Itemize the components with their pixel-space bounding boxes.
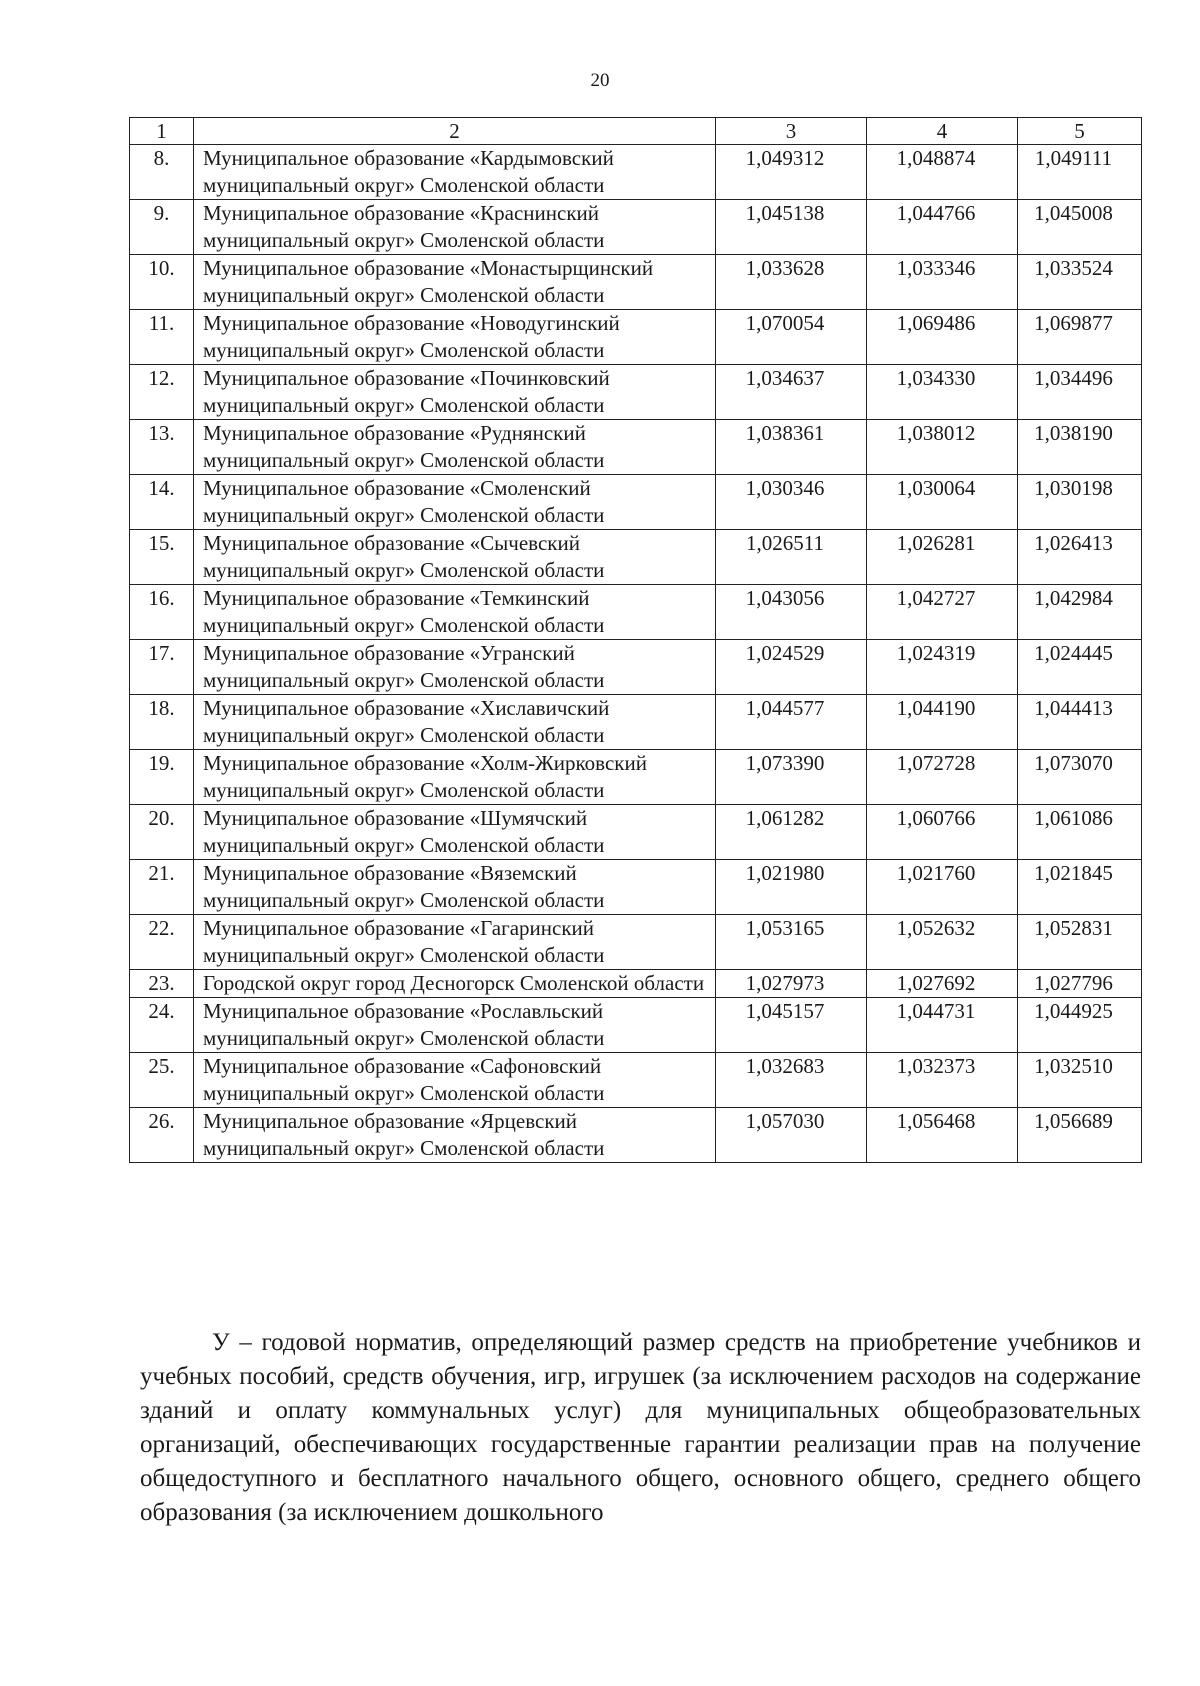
value-col-3: 1,034637 (716, 365, 867, 420)
coefficients-table (129, 117, 1142, 1163)
value-col-3: 1,044577 (716, 695, 867, 750)
row-number: 19. (130, 750, 194, 805)
table-row (130, 585, 1142, 640)
value-col-5: 1,049111 (1018, 145, 1142, 200)
value-col-4: 1,034330 (867, 365, 1018, 420)
value-col-4: 1,072728 (867, 750, 1018, 805)
row-number: 15. (130, 530, 194, 585)
row-number: 11. (130, 310, 194, 365)
value-col-4: 1,033346 (867, 255, 1018, 310)
value-col-5: 1,038190 (1018, 420, 1142, 475)
value-col-3: 1,038361 (716, 420, 867, 475)
header-row (130, 118, 1142, 145)
table-row (130, 365, 1142, 420)
table-row (130, 200, 1142, 255)
row-number: 13. (130, 420, 194, 475)
value-col-4: 1,044190 (867, 695, 1018, 750)
table-row (130, 255, 1142, 310)
table-body (130, 145, 1142, 1163)
municipality-name: Муниципальное образование «Хиславичский муниципальный округ» Смоленской области (194, 695, 716, 750)
municipality-name: Муниципальное образование «Угранский муниципальный округ» Смоленской области (194, 640, 716, 695)
value-col-4: 1,060766 (867, 805, 1018, 860)
municipality-name: Муниципальное образование «Ярцевский муниципальный округ» Смоленской области (194, 1108, 716, 1163)
header-col-2: 2 (194, 118, 716, 145)
value-col-5: 1,024445 (1018, 640, 1142, 695)
row-number: 8. (130, 145, 194, 200)
value-col-4: 1,024319 (867, 640, 1018, 695)
value-col-4: 1,026281 (867, 530, 1018, 585)
value-col-3: 1,070054 (716, 310, 867, 365)
header-col-4: 4 (867, 118, 1018, 145)
value-col-5: 1,021845 (1018, 860, 1142, 915)
municipality-name: Муниципальное образование «Краснинский муниципальный округ» Смоленской области (194, 200, 716, 255)
municipality-name: Муниципальное образование «Сычевский муниципальный округ» Смоленской области (194, 530, 716, 585)
municipality-name: Муниципальное образование «Рославльский муниципальный округ» Смоленской области (194, 998, 716, 1053)
value-col-4: 1,030064 (867, 475, 1018, 530)
table-row (130, 805, 1142, 860)
value-col-3: 1,053165 (716, 915, 867, 970)
value-col-5: 1,061086 (1018, 805, 1142, 860)
municipality-name: Муниципальное образование «Смоленский муниципальный округ» Смоленской области (194, 475, 716, 530)
value-col-3: 1,033628 (716, 255, 867, 310)
row-number: 17. (130, 640, 194, 695)
row-number: 18. (130, 695, 194, 750)
value-col-5: 1,026413 (1018, 530, 1142, 585)
table-row (130, 970, 1142, 998)
value-col-4: 1,048874 (867, 145, 1018, 200)
row-number: 20. (130, 805, 194, 860)
row-number: 25. (130, 1053, 194, 1108)
value-col-3: 1,032683 (716, 1053, 867, 1108)
value-col-5: 1,044925 (1018, 998, 1142, 1053)
value-col-5: 1,044413 (1018, 695, 1142, 750)
value-col-5: 1,073070 (1018, 750, 1142, 805)
row-number: 22. (130, 915, 194, 970)
value-col-3: 1,049312 (716, 145, 867, 200)
row-number: 9. (130, 200, 194, 255)
row-number: 24. (130, 998, 194, 1053)
value-col-5: 1,034496 (1018, 365, 1142, 420)
value-col-3: 1,021980 (716, 860, 867, 915)
table-row (130, 530, 1142, 585)
header-col-5: 5 (1018, 118, 1142, 145)
value-col-3: 1,027973 (716, 970, 867, 998)
municipality-name: Муниципальное образование «Руднянский муниципальный округ» Смоленской области (194, 420, 716, 475)
row-number: 10. (130, 255, 194, 310)
municipality-name: Муниципальное образование «Вяземский муниципальный округ» Смоленской области (194, 860, 716, 915)
value-col-5: 1,027796 (1018, 970, 1142, 998)
municipality-name: Муниципальное образование «Сафоновский муниципальный округ» Смоленской области (194, 1053, 716, 1108)
value-col-5: 1,042984 (1018, 585, 1142, 640)
value-col-5: 1,033524 (1018, 255, 1142, 310)
value-col-4: 1,038012 (867, 420, 1018, 475)
value-col-4: 1,027692 (867, 970, 1018, 998)
municipality-name: Муниципальное образование «Холм-Жирковский муниципальный округ» Смоленской области (194, 750, 716, 805)
value-col-5: 1,030198 (1018, 475, 1142, 530)
table-row (130, 310, 1142, 365)
row-number: 12. (130, 365, 194, 420)
municipality-name: Муниципальное образование «Кардымовский муниципальный округ» Смоленской области (194, 145, 716, 200)
value-col-3: 1,061282 (716, 805, 867, 860)
value-col-3: 1,030346 (716, 475, 867, 530)
row-number: 14. (130, 475, 194, 530)
value-col-3: 1,073390 (716, 750, 867, 805)
value-col-4: 1,044731 (867, 998, 1018, 1053)
value-col-3: 1,045138 (716, 200, 867, 255)
value-col-3: 1,057030 (716, 1108, 867, 1163)
value-col-3: 1,026511 (716, 530, 867, 585)
value-col-4: 1,021760 (867, 860, 1018, 915)
table-row (130, 695, 1142, 750)
value-col-5: 1,056689 (1018, 1108, 1142, 1163)
table-row (130, 750, 1142, 805)
table-row (130, 1108, 1142, 1163)
value-col-4: 1,044766 (867, 200, 1018, 255)
municipality-name: Муниципальное образование «Темкинский муниципальный округ» Смоленской области (194, 585, 716, 640)
value-col-3: 1,043056 (716, 585, 867, 640)
municipality-name: Муниципальное образование «Монастырщинский муниципальный округ» Смоленской области (194, 255, 716, 310)
value-col-5: 1,032510 (1018, 1053, 1142, 1108)
value-col-4: 1,032373 (867, 1053, 1018, 1108)
municipality-name: Муниципальное образование «Новодугинский муниципальный округ» Смоленской области (194, 310, 716, 365)
value-col-4: 1,069486 (867, 310, 1018, 365)
value-col-5: 1,052831 (1018, 915, 1142, 970)
table-row (130, 475, 1142, 530)
table-row (130, 998, 1142, 1053)
table-row (130, 1053, 1142, 1108)
municipality-name: Муниципальное образование «Починковский муниципальный округ» Смоленской области (194, 365, 716, 420)
municipality-name: Муниципальное образование «Шумячский муниципальный округ» Смоленской области (194, 805, 716, 860)
paragraph-text: У – годовой норматив, определяющий размер средств на приобретение учебников и учебных пособий, средств обучения, игр, игрушек (за исключением расходов на содержание зданий и оплату коммунальных услуг) для муниципальных общеобразовательных организаций, обеспечивающих государственные гарантии реализации прав на получение общедоступного и бесплатного начального общего, основного общего, среднего общего образования (за исключением дошкольного (140, 1329, 1141, 1526)
page-number: 20 (590, 70, 610, 91)
row-number: 23. (130, 970, 194, 998)
table-row (130, 860, 1142, 915)
value-col-5: 1,069877 (1018, 310, 1142, 365)
value-col-5: 1,045008 (1018, 200, 1142, 255)
row-number: 16. (130, 585, 194, 640)
value-col-3: 1,024529 (716, 640, 867, 695)
value-col-4: 1,052632 (867, 915, 1018, 970)
municipality-name: Муниципальное образование «Гагаринский муниципальный округ» Смоленской области (194, 915, 716, 970)
row-number: 21. (130, 860, 194, 915)
header-col-1: 1 (130, 118, 194, 145)
row-number: 26. (130, 1108, 194, 1163)
value-col-4: 1,042727 (867, 585, 1018, 640)
municipality-name: Городской округ город Десногорск Смоленской области (194, 970, 716, 998)
value-col-3: 1,045157 (716, 998, 867, 1053)
header-col-3: 3 (716, 118, 867, 145)
table-row (130, 420, 1142, 475)
table-row (130, 640, 1142, 695)
value-col-4: 1,056468 (867, 1108, 1018, 1163)
table-header (130, 118, 1142, 145)
table-row (130, 915, 1142, 970)
table-row (130, 145, 1142, 200)
